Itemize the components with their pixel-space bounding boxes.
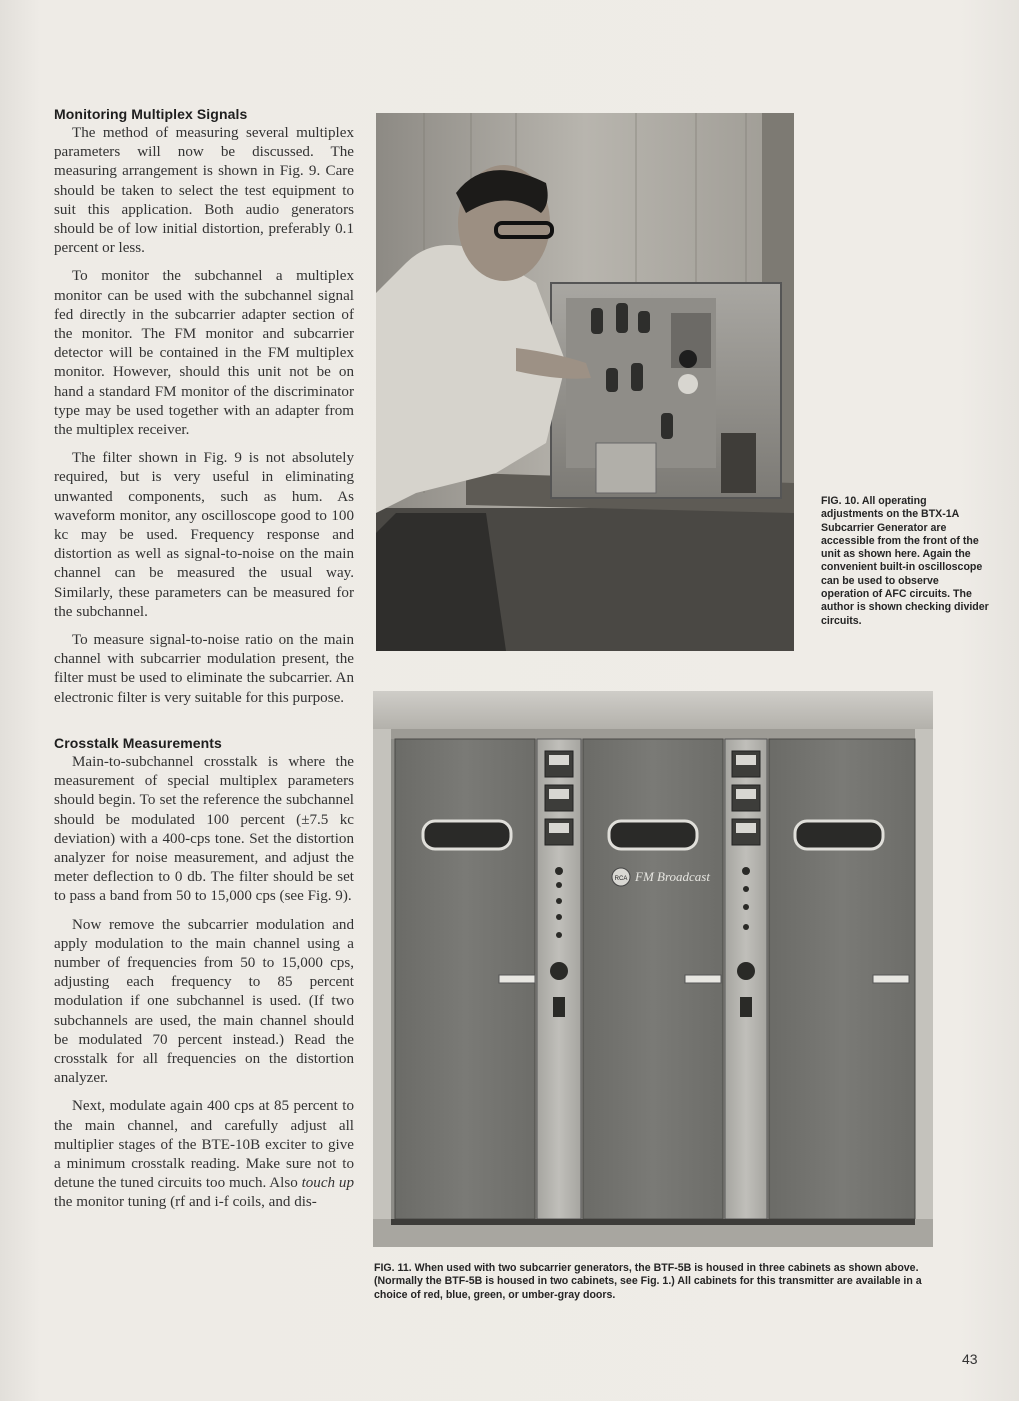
figure-10-photo (376, 113, 794, 651)
left-text-column (54, 106, 354, 1222)
figure-11-caption: FIG. 11. When used with two subcarrier generators, the BTF-5B is housed in three cabinets as shown above. (Normally the BTF-5B is housed in two cabinets, see Fig. 1.) All cabinets for this transmitter are available in a choice of red, blue, green, or umber-gray doors. (374, 1262, 922, 1301)
paragraph: The filter shown in Fig. 9 is not absolutely required, but is very useful in eliminating unwanted components, such as hum. As waveform monitor, any oscilloscope good to 100 kc may be used. Frequency response and distortion as well as signal-to-noise on the main channel can be measured the usual way. Similarly, these parameters can be measured for the subchannel. (54, 450, 354, 620)
page-number: 43 (962, 1351, 978, 1367)
section-heading-monitoring: Monitoring Multiplex Signals (54, 106, 248, 122)
paragraph: To monitor the subchannel a multiplex monitor can be used with the subchannel signal fed directly in the subcarrier adapter section of the monitor. The FM monitor and subcarrier detector will be contained in the FM multiplex monitor. However, should this unit not be on hand a standard FM monitor of the discriminator type may be used together with an adapter from the multiplex receiver. (54, 268, 354, 439)
nameplate-logo: RCA (614, 876, 628, 882)
figure-10-caption: FIG. 10. All operating adjustments on the BTX-1A Subcarrier Generator are accessible from the front of the unit as shown here. Again the convenient built-in oscilloscope can be used to observe operation of AFC circuits. The author is shown checking divider circuits. (821, 495, 989, 627)
nameplate-script: FM Broadcast (635, 869, 710, 884)
section-heading-crosstalk: Crosstalk Measurements (54, 734, 222, 751)
paragraph-last: Next, modulate again 400 cps at 85 percent to the main channel, and carefully adjust all multiplier stages of the BTE-10B exciter to give a minimum crosstalk reading. Make sure not to detune the tuned circuits too much. Also touch up the monitor tuning (rf and i-f coils, and dis- (54, 1098, 354, 1211)
paragraph: Main-to-subchannel crosstalk is where the measurement of special multiplex parameters should begin. To set the reference the subchannel should be modulated 100 percent (±7.5 kc deviation) with a 400-cps tone. Set the distortion analyzer for noise measurement, and adjust the meter deflection to 0 db. The filter should be set to pass a band from 50 to 15,000 cps (see Fig. 9). (54, 753, 354, 905)
emphasis-text: touch up (301, 1175, 354, 1192)
paragraph: Now remove the subcarrier modulation and apply modulation to the main channel using a number of frequencies from 50 to 15,000 cps, adjusting each frequency to 85 percent modulation if one subchannel is used. (If two subchannels are used, the main channel should be modulated 70 percent instead.) Read the crosstalk for all frequencies on the distortion analyzer. (54, 916, 354, 1087)
figure-11-photo (373, 691, 933, 1247)
paragraph: To measure signal-to-noise ratio on the main channel with subcarrier modulation present, the filter must be used to eliminate the subcarrier. An electronic filter is very suitable for this purpose. (54, 632, 354, 706)
paragraph: The method of measuring several multiplex parameters will now be discussed. The measuring arrangement is shown in Fig. 9. Care should be taken to select the test equipment to suit this application. Both audio generators should be of low initial distortion, preferably 0.1 percent or less. (54, 125, 354, 257)
